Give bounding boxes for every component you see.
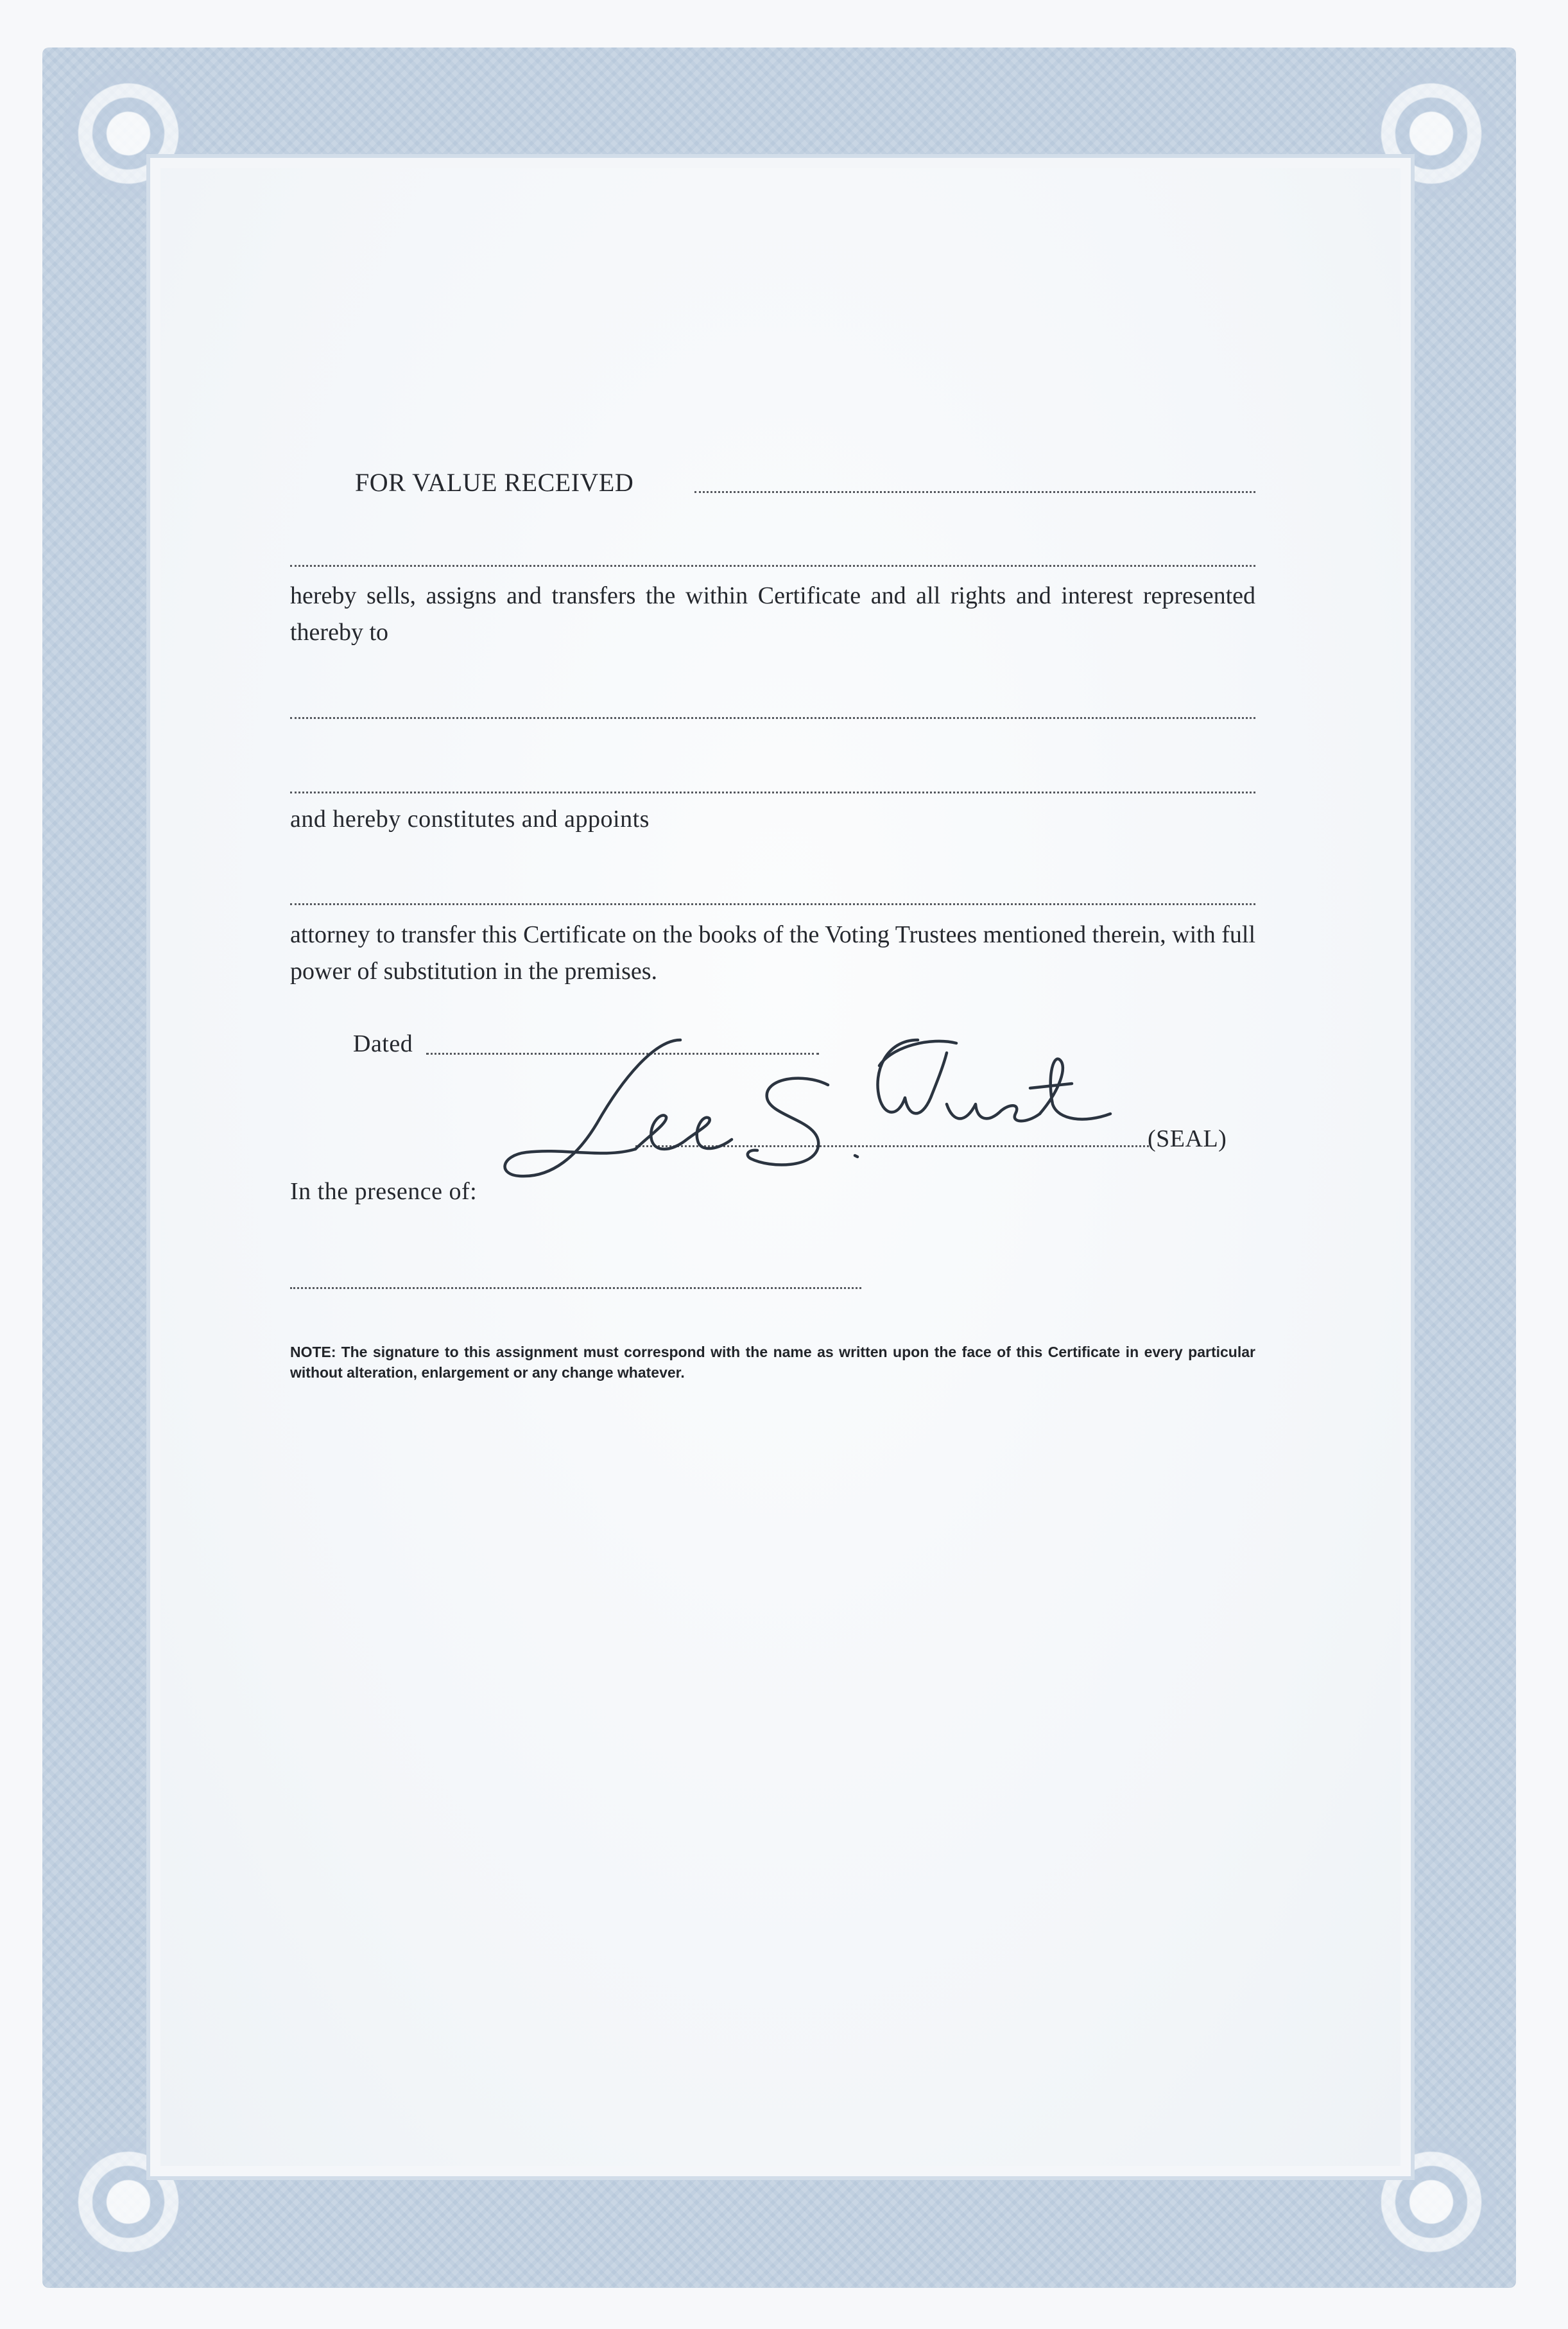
witness-field[interactable] (290, 1287, 861, 1289)
handwritten-signature (494, 1027, 1149, 1188)
assignee-continuation-field[interactable] (290, 792, 1255, 793)
presence-label: In the presence of: (290, 1178, 478, 1205)
for-value-received-label: FOR VALUE RECEIVED (355, 468, 634, 497)
attorney-name-field[interactable] (290, 903, 1255, 905)
assign-clause-text: hereby sells, assigns and transfers the within Certificate and all rights and interest represented thereby to (290, 582, 1255, 646)
note-label: NOTE: (290, 1344, 336, 1360)
dated-label: Dated (353, 1030, 413, 1057)
signature-note (290, 1342, 1255, 1383)
note-text: The signature to this assignment must correspond with the name as written upon the face of this Certificate in every particular without alteration, enlargement or any change whatever. (290, 1344, 1255, 1381)
assignor-continuation-field[interactable] (290, 565, 1255, 567)
seal-label: (SEAL) (1148, 1125, 1227, 1152)
attorney-clause-text: attorney to transfer this Certificate on the books of the Voting Trustees mentioned therein, with full power of substitution in the premises. (290, 921, 1255, 985)
appoint-clause-text: and hereby constitutes and appoints (290, 806, 650, 833)
for-value-received-field[interactable] (694, 491, 1255, 493)
assignee-field[interactable] (290, 717, 1255, 719)
